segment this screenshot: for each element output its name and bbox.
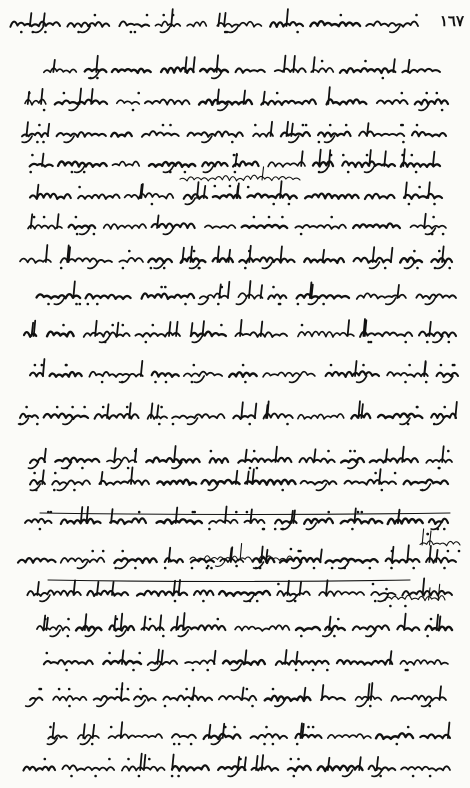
handwritten-word <box>107 448 137 469</box>
handwritten-word <box>295 723 321 745</box>
handwritten-word <box>76 614 101 636</box>
handwritten-word <box>60 245 112 269</box>
handwritten-word <box>388 510 423 524</box>
handwritten-word <box>55 88 107 110</box>
manuscript-line <box>37 281 456 305</box>
handwritten-word <box>401 149 440 173</box>
handwritten-word <box>94 683 129 706</box>
handwritten-word <box>18 558 56 563</box>
handwritten-word <box>135 322 180 343</box>
handwritten-word <box>353 625 389 637</box>
handwritten-word <box>146 446 199 468</box>
handwritten-word <box>238 447 291 470</box>
handwritten-word <box>391 686 446 707</box>
handwritten-word <box>19 406 39 426</box>
handwritten-word <box>185 651 215 672</box>
manuscript-line <box>47 722 450 745</box>
handwritten-word <box>137 580 187 602</box>
handwritten-word <box>30 470 45 491</box>
manuscript-line <box>26 683 446 707</box>
manuscript-line <box>23 754 450 778</box>
handwritten-word <box>62 758 114 778</box>
handwritten-word <box>218 757 246 776</box>
handwritten-word <box>345 469 397 491</box>
handwritten-word <box>61 550 105 569</box>
handwritten-word <box>326 558 378 569</box>
handwritten-word <box>264 401 293 425</box>
handwritten-word <box>61 507 101 524</box>
handwritten-word <box>247 181 297 205</box>
handwritten-word <box>172 734 196 745</box>
handwritten-word <box>152 215 195 234</box>
handwritten-word <box>109 722 163 738</box>
handwritten-word <box>89 361 142 383</box>
handwritten-word <box>321 685 345 700</box>
handwritten-word <box>187 131 242 143</box>
handwritten-word <box>110 509 146 524</box>
handwritten-word <box>161 57 195 73</box>
handwritten-word <box>164 548 183 570</box>
handwritten-word <box>377 92 408 104</box>
handwritten-word <box>419 322 456 344</box>
manuscript-line <box>30 467 448 491</box>
handwritten-word <box>297 282 349 305</box>
handwritten-word <box>37 281 82 305</box>
handwritten-word <box>44 406 88 425</box>
handwritten-word <box>163 688 212 708</box>
handwritten-word <box>431 246 452 269</box>
handwritten-word <box>57 132 106 142</box>
handwritten-word <box>341 450 364 469</box>
handwritten-word <box>323 617 345 638</box>
page-number: ١٦٧ <box>439 12 464 30</box>
handwritten-word <box>402 578 452 595</box>
handwritten-word <box>263 372 315 383</box>
handwritten-word <box>298 414 344 419</box>
handwritten-word <box>354 247 393 269</box>
manuscript-line <box>20 245 452 269</box>
handwritten-word <box>281 122 310 143</box>
handwritten-word <box>122 754 165 778</box>
handwritten-word <box>431 402 457 425</box>
handwritten-word <box>208 507 238 531</box>
handwritten-word <box>109 614 134 637</box>
manuscript-line <box>30 359 458 383</box>
handwritten-word <box>104 224 146 229</box>
handwritten-word <box>242 216 287 228</box>
handwritten-word <box>337 651 392 665</box>
underline-stroke <box>48 580 410 582</box>
handwritten-word <box>155 9 180 32</box>
handwritten-word <box>134 688 156 707</box>
handwritten-word <box>55 458 99 470</box>
handwritten-word <box>157 508 202 524</box>
handwritten-word <box>26 688 43 707</box>
handwritten-word <box>202 162 227 172</box>
handwritten-word <box>426 546 456 569</box>
handwritten-word <box>268 151 305 167</box>
handwritten-word <box>365 194 395 199</box>
handwritten-word <box>23 758 55 771</box>
handwritten-word <box>245 469 295 491</box>
handwritten-word <box>305 194 359 199</box>
handwritten-word <box>141 615 164 637</box>
handwritten-word <box>112 69 151 73</box>
handwritten-word <box>268 286 286 306</box>
handwritten-word <box>205 225 235 228</box>
handwritten-word <box>277 581 310 603</box>
handwritten-word <box>44 60 76 73</box>
handwritten-word <box>191 321 226 342</box>
handwritten-word <box>233 402 256 425</box>
handwritten-word <box>270 9 303 33</box>
handwritten-word <box>198 282 229 305</box>
handwritten-word <box>25 89 46 111</box>
handwritten-word <box>114 550 156 570</box>
handwritten-word <box>67 14 109 34</box>
handwritten-word <box>119 14 149 34</box>
handwritten-word <box>22 122 49 143</box>
manuscript-line <box>19 401 457 425</box>
handwritten-word <box>171 613 225 636</box>
handwritten-word <box>366 14 418 33</box>
handwritten-word <box>194 591 213 603</box>
handwritten-word <box>326 361 379 382</box>
handwritten-word <box>401 766 450 777</box>
handwritten-word <box>28 449 45 469</box>
handwritten-word <box>251 726 287 746</box>
handwritten-word <box>47 723 67 745</box>
manuscript-line <box>22 122 446 144</box>
handwritten-word <box>275 56 306 73</box>
handwritten-word <box>103 650 141 671</box>
handwritten-word <box>342 150 395 173</box>
handwritten-word <box>148 650 177 671</box>
handwritten-word <box>319 580 364 596</box>
handwritten-word <box>437 364 458 383</box>
handwritten-word <box>52 472 90 492</box>
manuscript-line <box>44 650 448 672</box>
handwritten-word <box>119 250 143 270</box>
manuscript-line <box>25 87 448 111</box>
handwritten-word <box>265 688 311 707</box>
handwritten-word <box>357 285 406 304</box>
handwritten-word <box>253 122 273 137</box>
handwritten-word <box>29 154 52 174</box>
handwritten-word <box>187 22 206 27</box>
handwritten-word <box>295 216 346 236</box>
handwritten-word <box>304 511 333 530</box>
handwritten-word <box>204 724 241 745</box>
handwritten-word <box>402 60 440 73</box>
handwritten-word <box>397 614 419 631</box>
handwritten-word <box>28 214 62 229</box>
handwritten-word <box>412 124 446 137</box>
handwritten-word <box>111 133 132 137</box>
handwritten-word <box>274 510 297 530</box>
handwritten-word <box>236 281 262 304</box>
marginal-note <box>190 544 300 568</box>
manuscript-line <box>10 9 418 33</box>
handwritten-word <box>288 758 311 778</box>
handwritten-word <box>191 559 214 569</box>
handwritten-word <box>184 182 207 204</box>
handwritten-word <box>229 364 256 384</box>
handwritten-word <box>30 185 71 199</box>
handwritten-word <box>10 13 60 33</box>
handwritten-word <box>87 582 128 596</box>
handwritten-word <box>235 320 287 337</box>
handwritten-word <box>78 724 99 745</box>
handwritten-word <box>223 650 265 670</box>
handwritten-word <box>318 757 363 776</box>
handwritten-word <box>145 100 190 105</box>
handwritten-word <box>47 324 73 337</box>
handwritten-word <box>245 509 266 530</box>
handwritten-word <box>219 688 256 708</box>
handwritten-word <box>78 186 119 199</box>
handwritten-word <box>276 650 329 671</box>
manuscript-line <box>28 446 452 469</box>
handwritten-word <box>304 250 344 263</box>
handwritten-word <box>217 13 261 33</box>
handwritten-word <box>301 481 337 491</box>
handwritten-word <box>299 449 334 463</box>
handwritten-word <box>387 361 428 383</box>
handwritten-word <box>148 258 172 269</box>
handwritten-word <box>157 480 196 485</box>
handwritten-word <box>142 286 195 306</box>
handwritten-word <box>404 182 442 205</box>
manuscript-line <box>44 55 440 79</box>
handwritten-word <box>376 726 413 746</box>
handwritten-word <box>181 246 206 269</box>
handwritten-word <box>152 372 179 384</box>
handwritten-word <box>327 87 367 104</box>
handwritten-word <box>386 545 420 569</box>
handwritten-word <box>328 734 371 738</box>
manuscript-line <box>30 181 442 205</box>
handwritten-word <box>202 471 240 491</box>
handwritten-word <box>149 162 195 173</box>
handwritten-word <box>298 320 354 337</box>
handwritten-word <box>296 627 320 637</box>
handwritten-word <box>95 403 139 419</box>
handwritten-word <box>37 616 70 638</box>
handwritten-word <box>400 250 422 270</box>
handwritten-word <box>429 519 448 531</box>
handwritten-word <box>236 68 265 72</box>
handwritten-word <box>404 480 448 492</box>
marginal-note <box>420 529 460 552</box>
handwritten-word <box>99 467 148 485</box>
handwritten-word <box>117 92 140 112</box>
handwritten-word <box>24 321 36 337</box>
handwritten-word <box>210 450 229 463</box>
handwritten-word <box>359 123 405 143</box>
handwritten-word <box>85 56 107 80</box>
handwritten-word <box>356 683 382 707</box>
handwritten-word <box>341 508 382 530</box>
handwritten-word <box>125 184 174 205</box>
handwritten-word <box>235 625 289 631</box>
handwritten-word <box>44 652 93 672</box>
handwritten-word <box>84 321 130 344</box>
handwritten-word <box>219 591 270 602</box>
handwritten-word <box>351 401 370 418</box>
handwritten-word <box>400 660 448 671</box>
manuscript-line <box>28 214 446 236</box>
handwritten-word <box>213 246 233 262</box>
manuscript-line <box>24 319 456 343</box>
handwritten-word <box>252 755 279 771</box>
handwritten-word <box>86 294 131 305</box>
manuscript-line <box>29 149 440 173</box>
manuscript-line <box>25 507 448 531</box>
handwritten-word <box>261 92 316 105</box>
marginal-note <box>385 584 445 607</box>
handwritten-word <box>239 246 294 269</box>
handwritten-word <box>58 161 107 173</box>
handwritten-word <box>112 161 139 166</box>
handwritten-word <box>27 580 80 601</box>
handwritten-word <box>213 183 240 198</box>
handwritten-word <box>378 406 422 426</box>
handwritten-word <box>416 294 456 304</box>
handwritten-word <box>171 754 209 777</box>
handwritten-word <box>53 688 86 708</box>
handwritten-word <box>310 14 360 27</box>
underline-stroke <box>40 513 450 515</box>
handwritten-word <box>360 319 412 343</box>
handwritten-word <box>233 154 259 174</box>
handwritten-word <box>426 615 452 638</box>
handwritten-word <box>369 757 396 777</box>
handwritten-word <box>353 223 400 228</box>
handwritten-word <box>30 359 44 376</box>
handwritten-word <box>142 124 179 137</box>
handwritten-word <box>426 446 452 469</box>
handwritten-word <box>20 245 51 263</box>
handwritten-word <box>370 447 418 463</box>
handwritten-word <box>184 364 222 384</box>
handwritten-word <box>199 89 252 110</box>
handwritten-word <box>69 216 96 236</box>
handwritten-word <box>148 403 167 425</box>
handwritten-word <box>311 57 333 72</box>
handwritten-word <box>313 150 333 174</box>
handwritten-word <box>50 364 82 377</box>
handwritten-word <box>410 214 446 236</box>
handwritten-word <box>318 124 351 144</box>
handwritten-word <box>420 723 450 739</box>
handwritten-word <box>415 92 448 112</box>
handwritten-word <box>340 59 395 79</box>
handwritten-word <box>172 414 225 425</box>
manuscript-line <box>37 613 452 637</box>
handwritten-word <box>200 55 228 78</box>
